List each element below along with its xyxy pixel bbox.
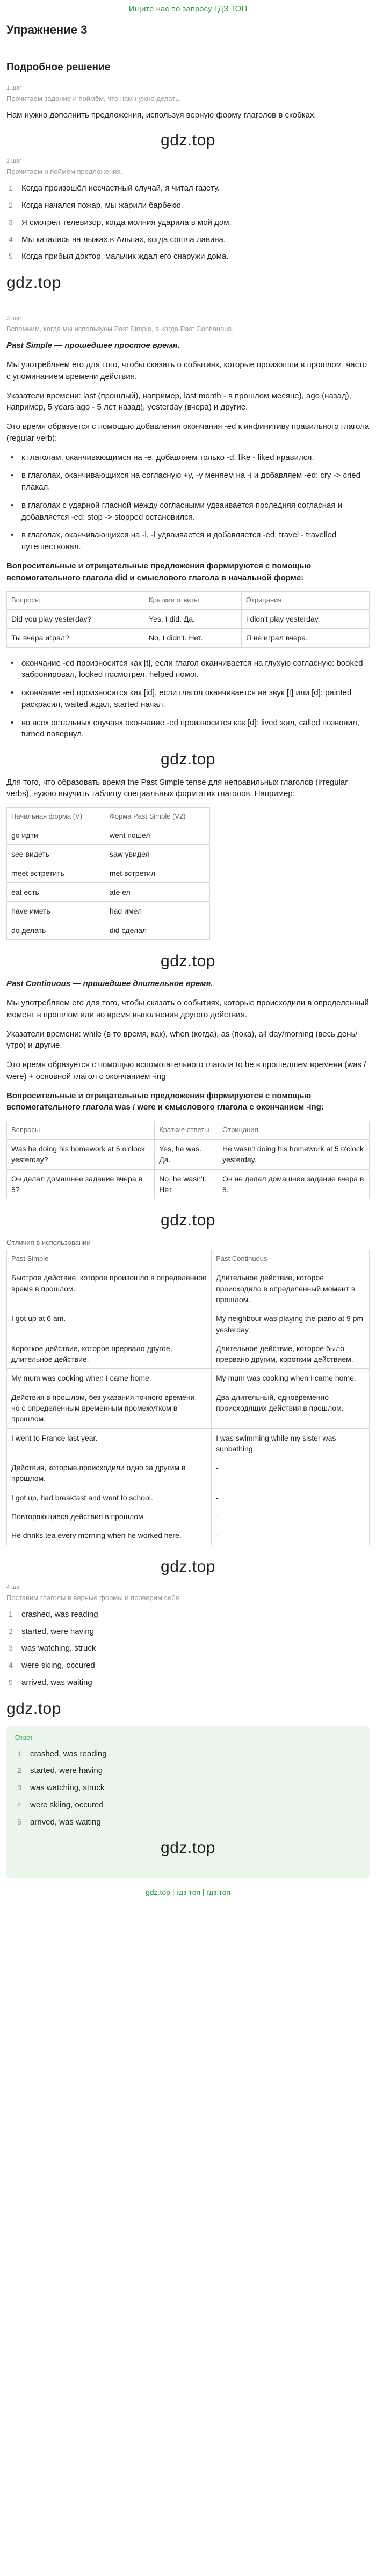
list-item: started, were having [30, 1766, 103, 1776]
past-continuous-heading: Past Continuous — прошедшее длительное время. [6, 979, 213, 989]
list-item: Когда произошёл несчастный случай, я читал газету. [21, 184, 220, 193]
table-header: Форма Past Simple (V2) [105, 808, 209, 826]
table-header: Вопросы [7, 592, 144, 610]
comparison-caption: Отличия в использовании [6, 1238, 91, 1246]
table-row [7, 864, 210, 882]
list-item: started, were having [21, 1626, 95, 1636]
table-cell: - [212, 1526, 370, 1545]
step-3-label: 3 шаг [6, 315, 22, 322]
table-cell: Действия, которые происходили одно за другим в прошлом. [7, 1458, 212, 1488]
step-4-hint: Поставим глаголы в верные формы и проверим себя. [6, 1594, 181, 1602]
table-row [7, 1309, 370, 1339]
table-row [7, 1488, 370, 1507]
list-item: crashed, was reading [21, 1609, 98, 1619]
table-header: Краткие ответы [144, 592, 242, 610]
past-continuous-intro: Мы употребляем его для того, чтобы сказать о событиях, которые происходили в определенный момент в прошлом или во время выполнения другого действия. [6, 998, 369, 1019]
table-cell: Он делал домашнее задание вчера в 5? [7, 1169, 155, 1199]
watermark: gdz.top [161, 131, 215, 149]
table-header: Past Continuous [212, 1250, 370, 1268]
past-simple-table [6, 591, 370, 647]
table-row [7, 1507, 370, 1526]
table-header: Краткие ответы [155, 1121, 218, 1140]
watermark: gdz.top [161, 952, 215, 970]
table-row [7, 1139, 370, 1169]
past-continuous-markers: Указатели времени: while (в то время, как), when (когда), as (пока), all day/morning (весь день/утро) и другие. [6, 1029, 358, 1050]
table-cell: My mum was cooking when I came home. [212, 1369, 370, 1388]
watermark: gdz.top [6, 274, 61, 291]
table-cell: Ты вчера играл? [7, 629, 144, 647]
table-cell: see видеть [7, 845, 105, 864]
table-cell: saw увидел [105, 845, 209, 864]
table-cell: Я не играл вчера. [241, 629, 369, 647]
table-cell: Два длительный, одновременно происходящих действия в прошлом. [212, 1388, 370, 1428]
step-2-label: 2 шаг [6, 158, 22, 165]
table-cell: He drinks tea every morning when he worked here. [7, 1526, 212, 1545]
table-cell: - [212, 1507, 370, 1526]
table-row [7, 845, 210, 864]
table-row [7, 1526, 370, 1545]
watermark: gdz.top [161, 750, 215, 769]
past-continuous-questions-intro: Вопросительные и отрицательные предложения формируются с помощью вспомогательного глагола was / were и смыслового глагола с окончанием -ing: [6, 1091, 324, 1112]
table-row [7, 882, 210, 901]
table-header: Отрицания [218, 1121, 370, 1140]
step-4-label: 4 шаг [6, 1584, 22, 1591]
past-simple-questions-intro: Вопросительные и отрицательные предложения формируются с помощью вспомогательного глагола did и смыслового глагола в начальной форме: [6, 561, 312, 582]
table-cell: Длительное действие, которое было прервано другим, коротким действием. [212, 1339, 370, 1369]
table-row [7, 610, 370, 629]
list-item: Я смотрел телевизор, когда молния ударила в мой дом. [21, 217, 232, 227]
table-cell: eat есть [7, 882, 105, 901]
table-row [7, 921, 210, 939]
table-header: Начальная форма (V) [7, 808, 105, 826]
table-cell: - [212, 1458, 370, 1488]
step-1-label: 1 шаг [6, 85, 22, 92]
list-item: • окончание -ed произносится как [t], если глагол оканчивается на глухую согласную: booked забронировал, looked посмотрел, helped помог. [6, 658, 370, 681]
table-cell: Did you play yesterday? [7, 610, 144, 629]
top-search-link[interactable]: Ищите нас по запросу ГДЗ ТОП [128, 4, 248, 13]
bottom-links[interactable]: gdz.top | гдз топ | гдз.топ [146, 1887, 230, 1896]
past-simple-formation: Это время образуется с помощью добавления окончания -ed к инфинитиву правильного глагола (regular verb): [6, 422, 370, 443]
table-row [7, 1428, 370, 1458]
list-item: • к глаголам, оканчивающимся на -e, добавляем только -d: like - liked нравился. [6, 452, 370, 464]
translation-list [6, 183, 370, 262]
table-cell: Он не делал домашнее задание вчера в 5. [218, 1169, 370, 1199]
list-item: arrived, was waiting [21, 1677, 92, 1687]
list-item: was watching, struck [30, 1783, 105, 1793]
comparison-table [6, 1250, 370, 1545]
table-cell: Длительное действие, которое происходило в определенный момент в прошлом. [212, 1268, 370, 1309]
table-cell: - [212, 1488, 370, 1507]
table-cell: I didn't play yesterday. [241, 610, 369, 629]
page-title: Упражнение 3 [6, 23, 88, 37]
table-row [7, 1339, 370, 1369]
irregular-verbs-table [6, 807, 210, 940]
list-item: • окончание -ed произносится как [id], если глагол оканчивается на звук [t] или [d]: painted раскрасил, waited ждал, started начал. [6, 687, 370, 711]
table-cell: I was swimming while my sister was sunbathing. [212, 1428, 370, 1458]
table-row [7, 1388, 370, 1428]
solution-heading: Подробное решение [6, 61, 111, 73]
table-cell: Повторяющиеся действия в прошлом [7, 1507, 212, 1526]
table-cell: went пошел [105, 826, 209, 845]
table-cell: did сделал [105, 921, 209, 939]
watermark: gdz.top [6, 1699, 61, 1718]
list-item: • во всех остальных случаях окончание -ed произносится как [d]: lived жил, called позвонил, turned повернул. [6, 717, 370, 741]
table-cell: met встретил [105, 864, 209, 882]
step-1-hint: Прочитаем задание и поймём, что нам нужно делать. [6, 94, 181, 103]
table-cell: My mum was cooking when I came home. [7, 1369, 212, 1388]
table-row [7, 1268, 370, 1309]
list-item: • в глаголах, оканчивающихся на согласную +y, -y меняем на -i и добавляем -ed: cry -> cried плакал. [6, 470, 370, 493]
table-cell: Короткое действие, которое прервало другое, длительное действие. [7, 1339, 212, 1369]
list-item: was watching, struck [21, 1644, 96, 1653]
table-row [7, 1369, 370, 1388]
list-item: • в глаголах с ударной гласной между согласными удваивается последняя согласная и добавляется -ed: stop -> stopped остановился. [6, 500, 370, 523]
table-cell: Yes, I did. Да. [144, 610, 242, 629]
list-item: Мы катались на лыжах в Альпах, когда сошла лавина. [21, 235, 226, 244]
table-cell: I went to France last year. [7, 1428, 212, 1458]
list-item: were skiing, occured [30, 1800, 104, 1809]
table-cell: had имел [105, 902, 209, 921]
list-item: Когда прибыл доктор, мальчик ждал его снаружи дома. [21, 252, 229, 261]
table-header: Past Simple [7, 1250, 212, 1268]
table-cell: No, I didn't. Нет. [144, 629, 242, 647]
list-item: were skiing, occured [21, 1661, 95, 1670]
table-row [7, 902, 210, 921]
step-1-text: Нам нужно дополнить предложения, используя верную форму глаголов в скобках. [6, 111, 316, 120]
table-row [7, 826, 210, 845]
table-cell: go идти [7, 826, 105, 845]
table-row [7, 1458, 370, 1488]
table-cell: meet встретить [7, 864, 105, 882]
table-cell: Yes, he was. Да. [155, 1139, 218, 1169]
table-cell: He wasn't doing his homework at 5 o'clock yesterday. [218, 1139, 370, 1169]
watermark: gdz.top [161, 1557, 215, 1575]
pronunciation-list [6, 658, 370, 741]
draft-answers-list [6, 1609, 370, 1689]
table-cell: ate ел [105, 882, 209, 901]
past-simple-heading: Past Simple — прошедшее простое время. [6, 341, 180, 351]
step-3-hint: Вспомним, когда мы используем Past Simple, а когда Past Continuous. [6, 325, 234, 333]
watermark: gdz.top [161, 1839, 215, 1857]
step-2-hint: Прочитаем и поймём предложения. [6, 167, 123, 176]
list-item: • в глаголах, оканчивающихся на -l, -l удваивается и добавляется -ed: travel - travelled путешествовал. [6, 529, 370, 553]
list-item: Когда начался пожар, мы жарили барбекю. [21, 201, 183, 210]
answer-box [6, 1726, 370, 1878]
table-cell: Быстрое действие, которое произошло в определенное время в прошлом. [7, 1268, 212, 1309]
final-answers-list [15, 1748, 361, 1828]
watermark: gdz.top [161, 1212, 215, 1230]
list-item: crashed, was reading [30, 1749, 107, 1758]
past-continuous-formation: Это время образуется с помощью вспомогательного глагола to be в прошедшем времени (was / were) + основной глагол с окончанием -ing [6, 1060, 366, 1081]
table-cell: My neighbour was playing the piano at 9 pm yesterday. [212, 1309, 370, 1339]
table-cell: No, he wasn't. Нет. [155, 1169, 218, 1199]
table-cell: Was he doing his homework at 5 o'clock yesterday? [7, 1139, 155, 1169]
irregular-intro: Для того, что образовать время the Past Simple tense для неправильных глаголов (irregular verbs), нужно выучить таблицу специальных форм этих глаголов. Например: [6, 777, 348, 799]
table-cell: I got up at 6 am. [7, 1309, 212, 1339]
top-banner [0, 0, 376, 18]
table-row [7, 629, 370, 647]
past-continuous-table [6, 1121, 370, 1199]
answer-label: Ответ [15, 1734, 33, 1742]
list-item: arrived, was waiting [30, 1817, 101, 1827]
table-cell: have иметь [7, 902, 105, 921]
table-header: Отрицания [241, 592, 369, 610]
table-row [7, 1169, 370, 1199]
ed-rules-list [6, 452, 370, 553]
table-cell: Действия в прошлом, без указания точного времени, но с определенным временным промежутком в прошлом. [7, 1388, 212, 1428]
past-simple-intro: Мы употребляем его для того, чтобы сказать о событиях, которые произошли в прошлом, часто с упоминанием времени действия. [6, 360, 367, 381]
main-content [0, 21, 376, 1898]
table-cell: do делать [7, 921, 105, 939]
table-cell: I got up, had breakfast and went to school. [7, 1488, 212, 1507]
past-simple-markers: Указатели времени: last (прошлый), например, last month - в прошлом месяце), ago (назад), например, 5 years ago - 5 лет назад), yesterday (вчера) и другие. [6, 391, 351, 412]
table-header: Вопросы [7, 1121, 155, 1140]
